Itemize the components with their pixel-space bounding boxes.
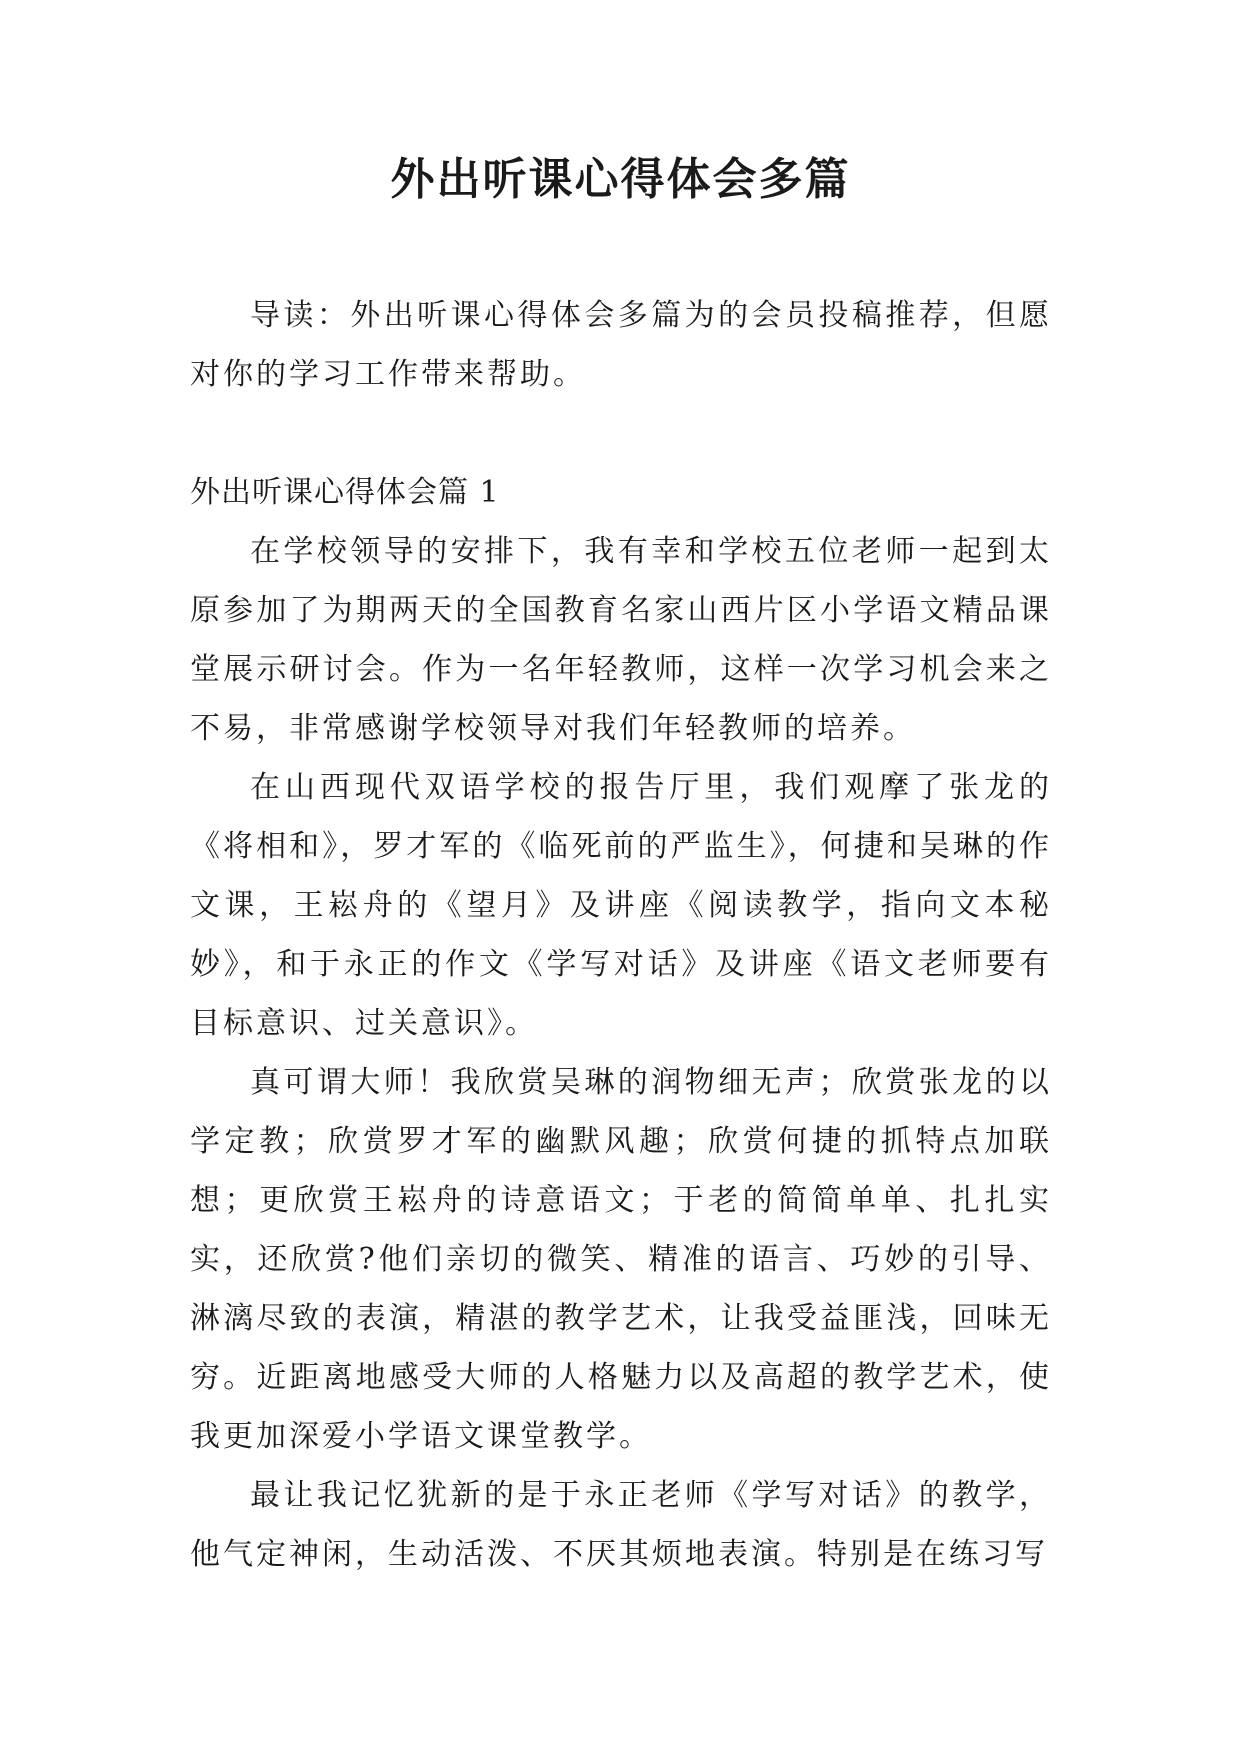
body-paragraph-3: 真可谓大师！我欣赏吴琳的润物细无声；欣赏张龙的以学定教；欣赏罗才军的幽默风趣；欣赏何捷的抓特点加联想；更欣赏王崧舟的诗意语文；于老的简简单单、扎扎实实，还欣赏?他们亲切的微笑、精准的语言、巧妙的引导、淋漓尽致的表演，精湛的教学艺术，让我受益匪浅，回味无穷。近距离地感受大师的人格魅力以及高超的教学艺术，使我更加深爱小学语文课堂教学。 [190, 1065, 1052, 1454]
document-body [190, 286, 1052, 1584]
body-paragraph-2: 在山西现代双语学校的报告厅里，我们观摩了张龙的《将相和》，罗才军的《临死前的严监生》，何捷和吴琳的作文课，王崧舟的《望月》及讲座《阅读教学，指向文本秘妙》，和于永正的作文《学写对话》及讲座《语文老师要有目标意识、过关意识》。 [190, 770, 1052, 1041]
body-paragraph-4: 最让我记忆犹新的是于永正老师《学写对话》的教学，他气定神闲，生动活泼、不厌其烦地表演。特别是在练习写 [190, 1478, 1052, 1572]
document-title: 外出听课心得体会多篇 [390, 154, 851, 205]
lead-paragraph: 导读：外出听课心得体会多篇为的会员投稿推荐，但愿对你的学习工作带来帮助。 [190, 298, 1052, 392]
body-paragraph-1: 在学校领导的安排下，我有幸和学校五位老师一起到太原参加了为期两天的全国教育名家山西片区小学语文精品课堂展示研讨会。作为一名年轻教师，这样一次学习机会来之不易，非常感谢学校领导对我们年轻教师的培养。 [190, 534, 1052, 746]
section-heading: 外出听课心得体会篇 1 [190, 475, 500, 510]
